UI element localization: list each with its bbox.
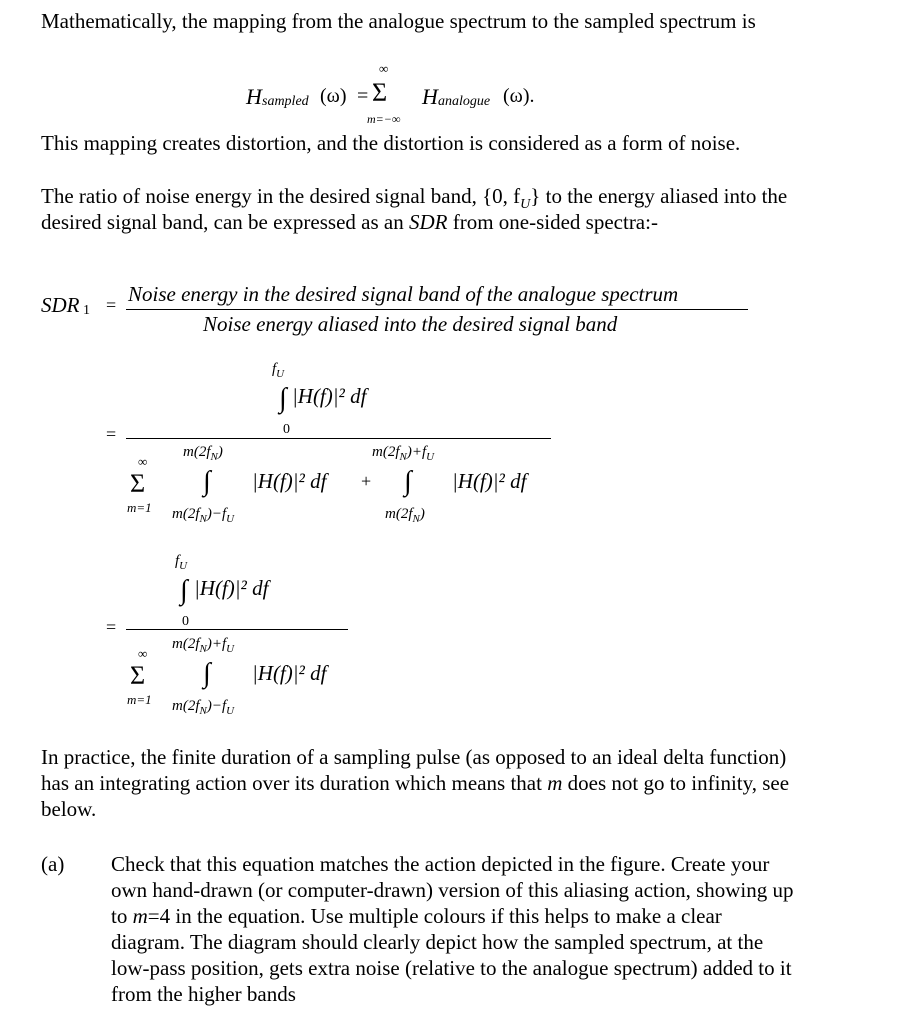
- eq3-fu: [175, 553, 187, 572]
- eq2-upper1-sub: N: [210, 451, 218, 463]
- sdr-equals: =: [106, 295, 117, 315]
- eq3-upper-b: )+f: [206, 636, 227, 652]
- eq3-upper-a: m(2f: [172, 636, 200, 652]
- eq2-integral2: ∫: [404, 466, 412, 497]
- sdr-fraction-bar: [126, 309, 748, 310]
- eq2-integrand2: |H(f)|² df: [452, 469, 527, 493]
- eq2-upper1: [183, 444, 223, 463]
- eq2-sigma: Σ: [130, 469, 146, 498]
- eq2-integral1: ∫: [203, 466, 211, 497]
- eq3-fu-f: f: [175, 553, 180, 569]
- eq1-equals: =: [357, 85, 369, 107]
- eq2-upper1-a: m(2f: [183, 444, 211, 460]
- ratio-text-b: } to the energy aliased into the: [530, 184, 788, 208]
- ratio-text-d: from one-sided spectra:-: [447, 210, 658, 234]
- eq2-lower1-sub: N: [199, 513, 207, 525]
- eq3-upper-sub: N: [199, 643, 207, 655]
- eq1-sub-analogue: analogue: [438, 94, 491, 109]
- eq2-upper2-sub2: U: [426, 451, 435, 463]
- eq2-zero: 0: [283, 422, 290, 437]
- eq1-omega: (ω): [320, 85, 347, 107]
- eq3-sigma: Σ: [130, 661, 146, 690]
- eq1-h2: H: [422, 84, 438, 109]
- eq3-equals: =: [106, 617, 117, 637]
- eq2-upper2-sub: N: [399, 451, 407, 463]
- eq2-integral: ∫: [279, 383, 287, 414]
- eq2-fraction-bar: [126, 438, 551, 439]
- eq3-upper-sub2: U: [226, 643, 235, 655]
- practice-line1: In practice, the finite duration of a sampling pulse (as opposed to an ideal delta function): [41, 745, 787, 769]
- eq3-lower-a: m(2f: [172, 698, 200, 714]
- eq1-sigma: Σ: [372, 78, 388, 107]
- eq3-integral: ∫: [180, 575, 188, 606]
- eq2-upper2-a: m(2f: [372, 444, 400, 460]
- eq2-fu-f: f: [272, 361, 277, 377]
- eq3-inf: ∞: [138, 646, 148, 661]
- question-a-line3: [111, 903, 722, 929]
- sdr-denominator: Noise energy aliased into the desired signal band: [203, 312, 618, 336]
- eq2-upper2: [372, 444, 434, 463]
- eq2-upper1-b: ): [217, 444, 223, 460]
- eq2-upper2-b: )+f: [406, 444, 427, 460]
- question-a-label: (a): [41, 852, 65, 876]
- eq2-lower2-b: ): [419, 506, 425, 522]
- question-a-line6: from the higher bands: [111, 982, 296, 1006]
- eq2-inf: ∞: [138, 454, 148, 469]
- eq3-lower-sub: N: [199, 705, 207, 717]
- practice-text-b: does not go to infinity, see: [562, 771, 790, 795]
- question-a-line1: Check that this equation matches the action depicted in the figure. Create your: [111, 852, 770, 876]
- question-a-line4: diagram. The diagram should clearly depict how the sampled spectrum, at the: [111, 930, 764, 954]
- eq3-lower-sub2: U: [226, 705, 235, 717]
- eq2-lower2: [385, 506, 425, 525]
- ratio-text-a: The ratio of noise energy in the desired signal band, {0, f: [41, 184, 521, 208]
- eq1-h: H: [246, 84, 262, 109]
- sdr-numerator: Noise energy in the desired signal band of the analogue spectrum: [128, 282, 679, 306]
- eq1-top: ∞: [379, 61, 389, 76]
- eq2-m1: m=1: [127, 500, 152, 515]
- eq2-lower1-sub2: U: [226, 513, 235, 525]
- ratio-sdr: SDR: [408, 210, 448, 234]
- eq2-lower1-b: )−f: [206, 506, 227, 522]
- eq3-integral2: ∫: [203, 658, 211, 689]
- practice-line2: [41, 770, 789, 796]
- ratio-sub-u: U: [520, 197, 531, 213]
- eq2-fu: [272, 361, 284, 380]
- eq2-fu-sub: U: [276, 368, 285, 380]
- eq3-m1: m=1: [127, 692, 152, 707]
- sdr-label-sub: 1: [83, 303, 90, 318]
- eq3-lower: [172, 698, 234, 717]
- eq2-equals: =: [106, 424, 117, 444]
- ratio-paragraph-line2: [41, 209, 658, 235]
- practice-line3: below.: [41, 797, 97, 821]
- eq3-fu-sub: U: [179, 560, 188, 572]
- eq2-lower1: [172, 506, 234, 525]
- eq2-integrand: |H(f)|² df: [292, 384, 367, 408]
- eq1-sub-sampled: sampled: [262, 94, 309, 109]
- eq2-lower2-sub: N: [412, 513, 420, 525]
- ratio-text-c: desired signal band, can be expressed as an: [41, 210, 409, 234]
- practice-m: m: [547, 771, 563, 795]
- question-a-line3-a: to: [111, 904, 133, 928]
- eq3-lower-b: )−f: [206, 698, 227, 714]
- intro-paragraph: Mathematically, the mapping from the analogue spectrum to the sampled spectrum is: [41, 9, 756, 33]
- eq3-upper: [172, 636, 234, 655]
- question-a-line5: low-pass position, gets extra noise (relative to the analogue spectrum) added to it: [111, 956, 792, 980]
- distortion-paragraph: This mapping creates distortion, and the distortion is considered as a form of noise.: [41, 131, 741, 155]
- eq2-integrand1: |H(f)|² df: [252, 469, 327, 493]
- eq1-omega-end: (ω).: [503, 85, 535, 107]
- eq2-lower1-a: m(2f: [172, 506, 200, 522]
- eq1-bottom: m=−∞: [367, 112, 401, 126]
- eq3-integrand: |H(f)|² df: [194, 576, 269, 600]
- eq2-lower2-a: m(2f: [385, 506, 413, 522]
- eq3-integrand2: |H(f)|² df: [252, 661, 327, 685]
- eq3-zero: 0: [182, 614, 189, 629]
- eq3-fraction-bar: [126, 629, 348, 630]
- question-a-line2: own hand-drawn (or computer-drawn) version of this aliasing action, showing up: [111, 878, 794, 902]
- sdr-label: SDR: [41, 293, 80, 317]
- question-a-line3-b: =4 in the equation. Use multiple colours if this helps to make a clear: [147, 904, 722, 928]
- practice-text-a: has an integrating action over its duration which means that: [41, 771, 548, 795]
- eq2-plus: +: [361, 471, 372, 491]
- question-a-line3-m: m: [132, 904, 148, 928]
